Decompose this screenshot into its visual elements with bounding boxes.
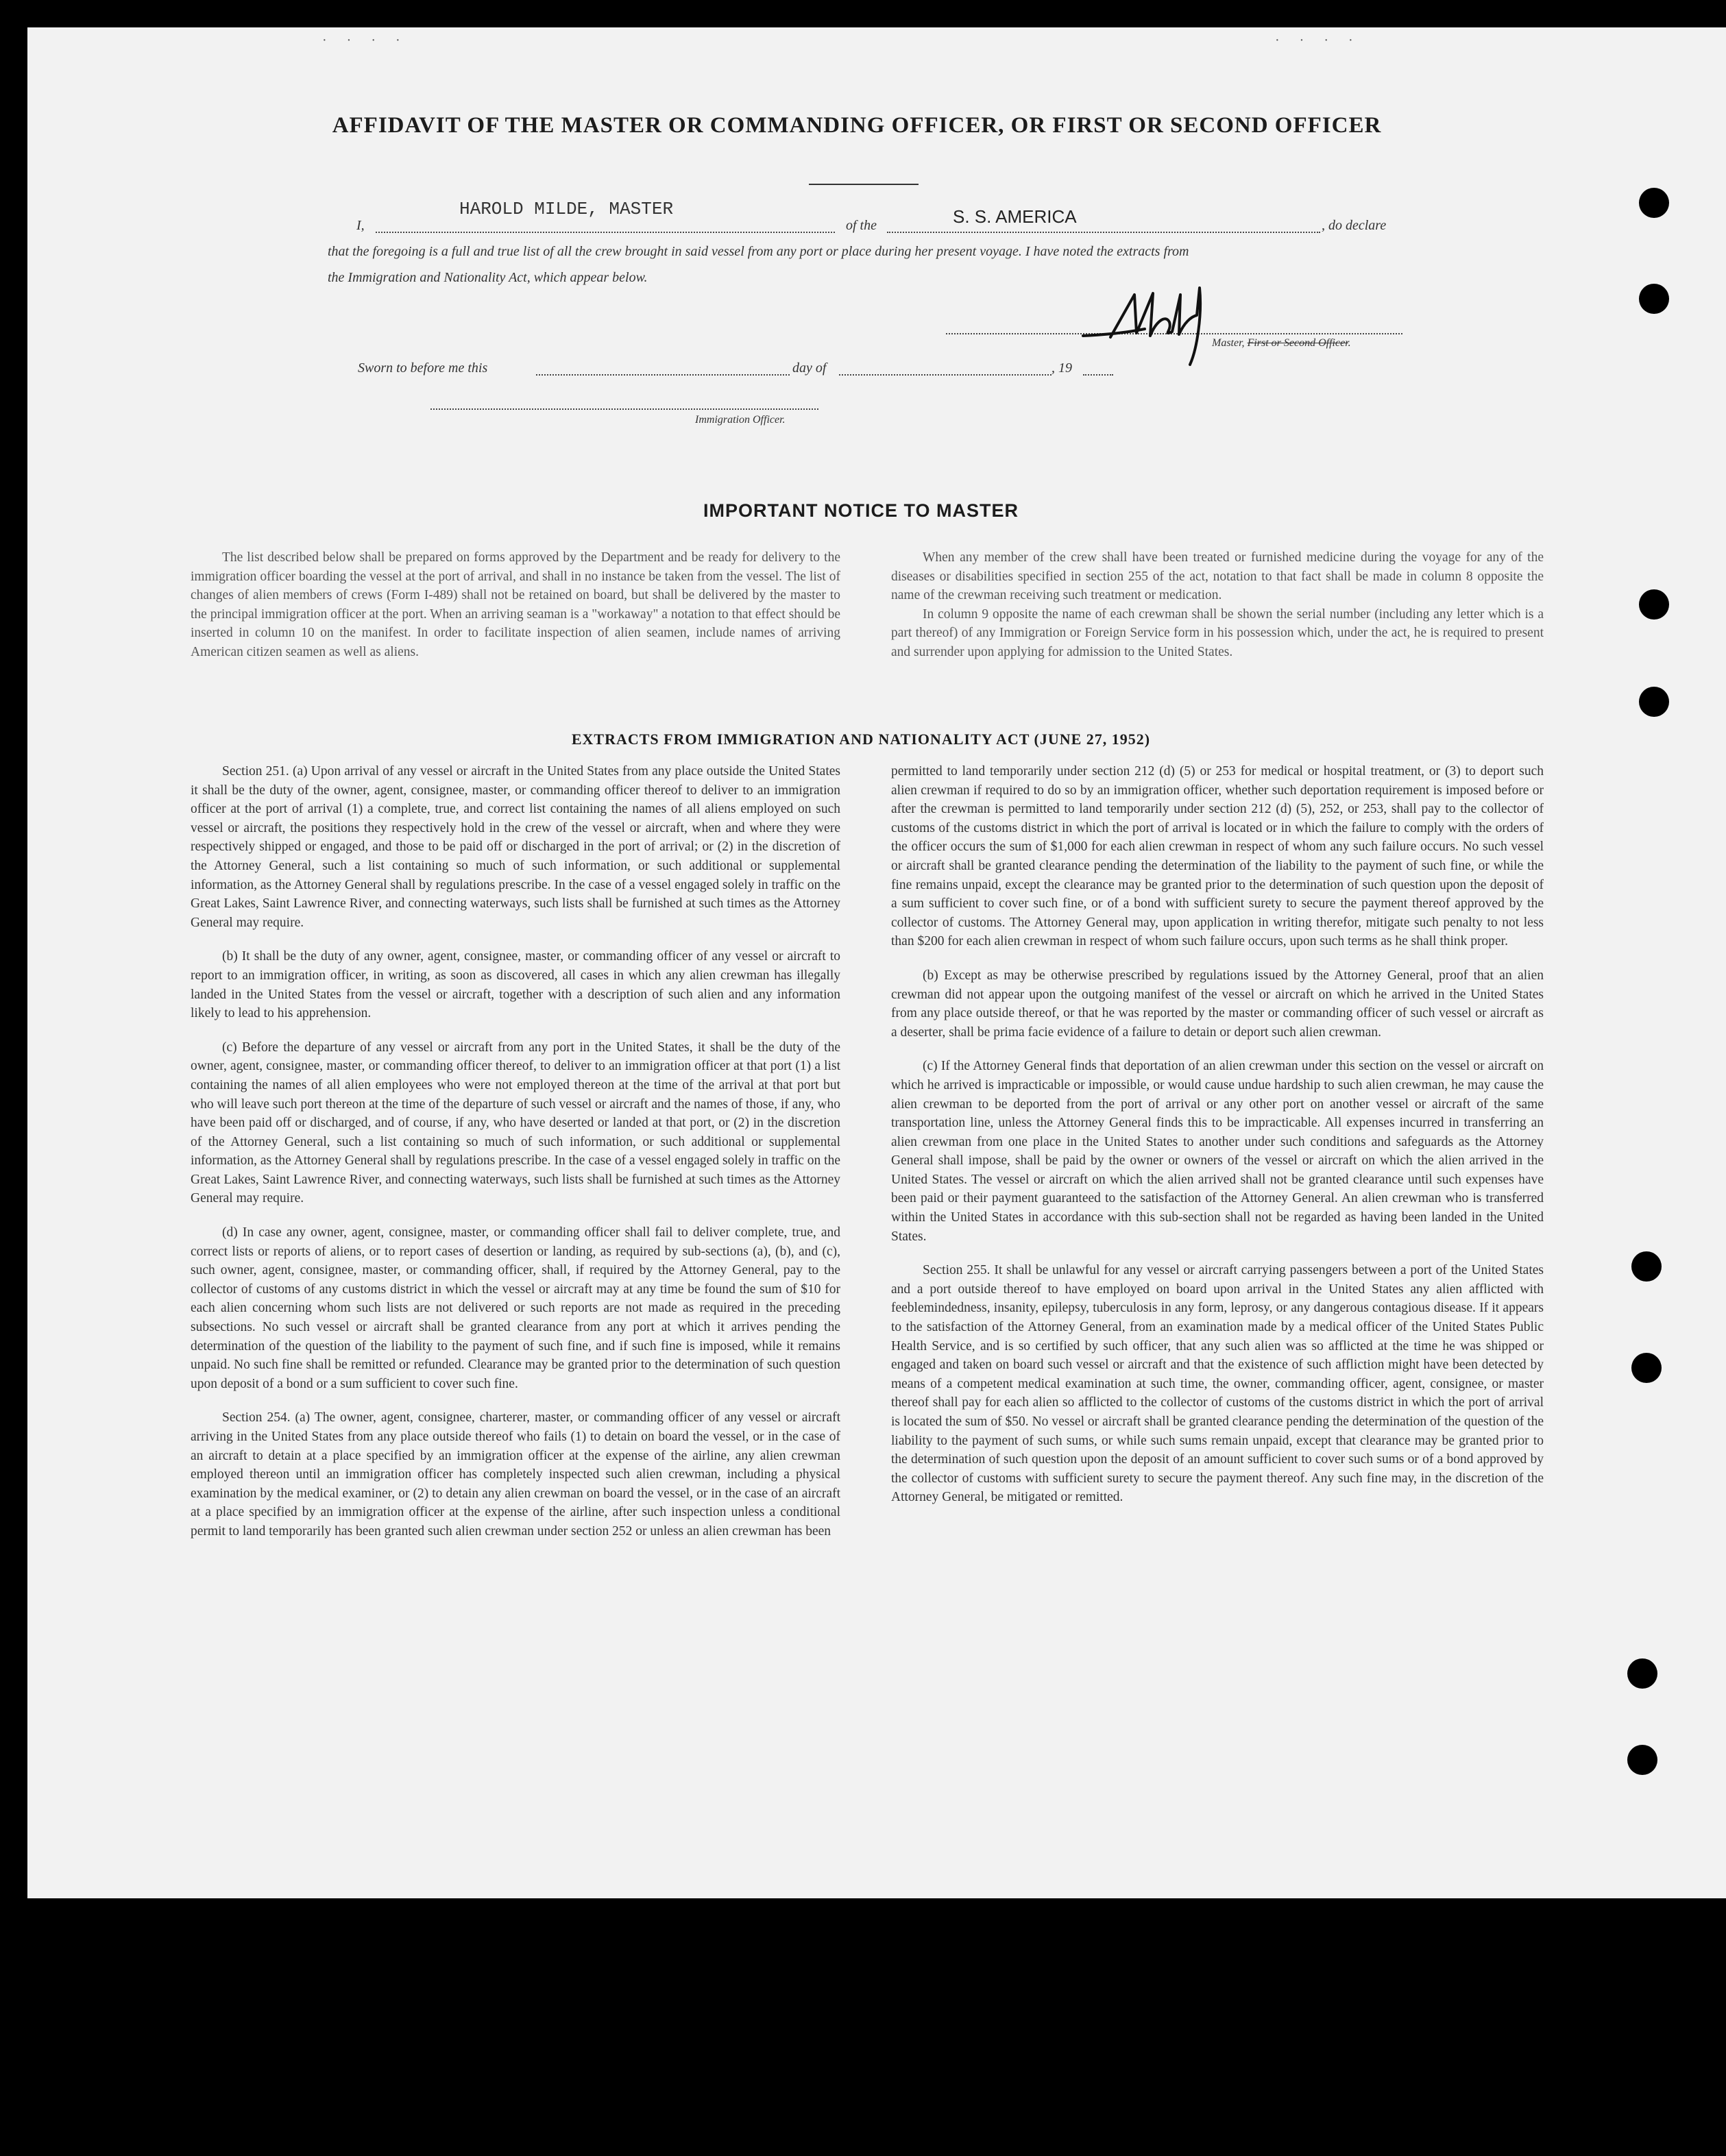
punch-hole	[1631, 1353, 1662, 1383]
signature-caption-struck: First or Second Officer	[1247, 337, 1348, 349]
title-rule	[809, 184, 919, 185]
signature-caption-prefix: Master,	[1212, 337, 1248, 349]
vessel-name: S. S. AMERICA	[953, 206, 1077, 227]
notice-left-text: The list described below shall be prepared on forms approved by the Department and be ready for delivery to the immigration officer boarding the vessel at the port of arrival, and shall in no instance be taken from the vessel. The list of changes of alien members of crews (Form I-489) shall not be retained on board, but shall be delivered by the master to the principal immigration officer at the port. When an arriving seaman is a "workaway" a notation to that effect should be inserted in column 10 on the manifest. In order to facilitate inspection of alien seamen, include names of arriving American citizen seamen as well as aliens.	[191, 550, 840, 659]
section-251a: Section 251. (a) Upon arrival of any vessel or aircraft in the United States from any place outside the United States it shall be the duty of the owner, agent, consignee, master, or commanding officer thereof to deliver to an immigration officer at the port of arrival (1) a complete, true, and correct list containing the names of all aliens employed on such vessel or aircraft, the positions they respectively hold in the crew of the vessel or aircraft, when and where they were respectively shipped or engaged, and those to be paid off or discharged in the port of arrival; or (2) in the discretion of the Attorney General, such a list containing so much of such information, or such additional or supplemental information, as the Attorney General shall by regulations prescribe. In the case of a vessel engaged solely in traffic on the Great Lakes, Saint Lawrence River, and connecting waterways, such lists shall be furnished at such times as the Attorney General may require.	[191, 764, 840, 930]
section-254c: (c) If the Attorney General finds that deportation of an alien crewman under this section on the vessel or aircraft on which he arrived is impracticable or impossible, or would cause undue hardship to such alien crewman, he may cause the alien crewman to be deported from the port of arrival or any other port on another vessel or aircraft of the same transportation line, unless the Attorney General finds this to be impracticable. All expenses incurred in transferring an alien crewman from one place in the United States to another under such conditions and safeguards as the Attorney General shall impose, shall be paid by the owner or owners of the vessel or aircraft on which the alien arrived in the United States. The vessel or aircraft on which the alien arrived shall not be granted clearance until such expenses have been paid or their payment guaranteed to the satisfaction of the Attorney General. An alien crewman who is transferred within the United States in accordance with this sub-section shall not be regarded as having been landed in the United States.	[891, 1059, 1544, 1244]
officer-line	[430, 408, 818, 410]
notice-right-paragraph-2: In column 9 opposite the name of each crewman shall be shown the serial number (including any letter which is a part thereof) of any Immigration or Foreign Service form in his possession which, under the act, he is required to present and surrender upon applying for admission to the United States.	[891, 607, 1544, 659]
corner-marks-right: · · · ·	[1275, 33, 1361, 48]
signature-caption-suffix: .	[1348, 337, 1351, 349]
punch-hole	[1639, 687, 1669, 717]
punch-hole	[1639, 284, 1669, 314]
section-251d: (d) In case any owner, agent, consignee, master, or commanding officer shall fail to deliver complete, true, and correct lists or reports of aliens, or to report cases of desertion or landing, as required by sub-sections (a), (b), and (c), such owner, agent, consignee, master, or commanding officer, shall, if required by the Attorney General, pay to the collector of customs of any customs district in which the vessel or aircraft may at any time be found the sum of $10 for each alien concerning whom such lists are not delivered or such reports are not made as required in the preceding subsections. No such vessel or aircraft shall be granted clearance from any port at which it arrives pending the determination of the question of the liability to the payment of such fine, and if such fine is imposed, while it remains unpaid. No such fine shall be remitted or refunded. Clearance may be granted prior to the determination of such question upon deposit of a bond or a sum sufficient to cover such fine.	[191, 1225, 840, 1391]
punch-hole	[1627, 1658, 1657, 1689]
section-254b: (b) Except as may be otherwise prescribed by regulations issued by the Attorney General, proof that an alien crewman did not appear upon the outgoing manifest of the vessel or aircraft on which he arrived in the United States from any place outside thereof, or that he was reported by the master or commanding officer of such vessel or aircraft as a deserter, shall be prima facie evidence of a failure to detain or deport such alien crewman.	[891, 968, 1544, 1040]
punch-hole	[1639, 589, 1669, 620]
section-251b: (b) It shall be the duty of any owner, agent, consignee, master, or commanding officer of any vessel or aircraft to report to an immigration officer, in writing, as soon as discovered, all cases in which any alien crewman has illegally landed in the United States from the vessel or aircraft, together with a description of such alien and any information likely to lead to his apprehension.	[191, 949, 840, 1021]
do-declare-label: , do declare	[1322, 218, 1387, 233]
notice-title: IMPORTANT NOTICE TO MASTER	[703, 500, 1019, 521]
notice-left-column	[191, 548, 840, 677]
notice-right-column	[891, 548, 1544, 677]
declaration-line-2: the Immigration and Nationality Act, which appear below.	[328, 270, 648, 285]
punch-hole	[1631, 1251, 1662, 1282]
affidavit-title: AFFIDAVIT OF THE MASTER OR COMMANDING OFFICER, OR FIRST OR SECOND OFFICER	[332, 113, 1382, 138]
year-label: , 19	[1052, 360, 1072, 376]
extracts-title: EXTRACTS FROM IMMIGRATION AND NATIONALITY ACT (JUNE 27, 1952)	[571, 731, 1151, 748]
section-255: Section 255. It shall be unlawful for any vessel or aircraft carrying passengers between a port of the United States and a port outside thereof to have employed on board upon arrival in the United States any alien afflicted with feeblemindedness, insanity, epilepsy, tuberculosis in any form, leprosy, or any dangerous contagious disease. If it appears to the satisfaction of the Attorney General, from an examination made by a medical officer of the United States Public Health Service, and is so certified by such officer, that any such alien was so afflicted at the time he was shipped or engaged and taken on board such vessel or aircraft and that the existence of such affliction might have been detected by means of a competent medical examination at such time, the owner, commanding officer, agent, consignee, or master thereof shall pay for each alien so afflicted to the collector of customs of the customs district in which the port of arrival is located the sum of $50. No vessel or aircraft shall be granted clearance pending the determination of the question of the liability to the payment of such sums, or while such sums remain unpaid, except that clearance may be granted prior to the determination of such question upon the deposit of an amount sufficient to cover such sums or of a bond approved by the collector of customs with sufficient surety to secure the payment thereof. Any such fine may, in the discretion of the Attorney General, be mitigated or remitted.	[891, 1263, 1544, 1505]
i-label: I,	[356, 218, 365, 233]
section-251c: (c) Before the departure of any vessel or aircraft from any port in the United States, it shall be the duty of the owner, agent, consignee, master, or commanding officer thereof, to deliver to an immigration officer at that port (1) a list containing the names of all alien employees who were not employed thereon at the time of the arrival at that port but who will leave such port thereon at the time of the departure of such vessel or aircraft and the names of those, if any, who have been paid off or discharged, and of course, if any, who have deserted or landed at that port, or (2) in the discretion of the Attorney General, such a list containing so much of such information, or such additional or supplemental information, as the Attorney General shall by regulations prescribe. In the case of a vessel engaged solely in traffic on the Great Lakes, Saint Lawrence River, and connecting waterways, such lists shall be furnished at such times as the Attorney General may require.	[191, 1040, 840, 1206]
of-the-label: of the	[846, 218, 877, 233]
sworn-day-line	[536, 374, 790, 376]
master-signature	[1069, 274, 1227, 370]
sworn-label: Sworn to before me this	[358, 360, 488, 376]
notice-right-paragraph-1: When any member of the crew shall have been treated or furnished medicine during the voyage for any of the diseases or disabilities specified in section 255 of the act, notation to that fact shall be made in column 8 opposite the name of the crewman receiving such treatment or medication.	[891, 550, 1544, 603]
section-254a: Section 254. (a) The owner, agent, consignee, charterer, master, or commanding officer of any vessel or aircraft arriving in the United States from any place outside thereof who fails (1) to detain on board the vessel, or in the case of an aircraft to detain at a place specified by an immigration officer at the expense of the airline, any alien crewman employed thereon until an immigration officer has completely inspected such alien crewman, including a physical examination by the medical examiner, or (2) to detain any alien crewman on board the vessel, or in the case of an aircraft at a place specified by an immigration officer at the expense of the airline, after such inspection unless a conditional permit to land temporarily has been granted such alien crewman under section 252 or unless an alien crewman has been	[191, 1410, 840, 1539]
officer-caption: Immigration Officer.	[695, 414, 786, 426]
extracts-left-column	[191, 762, 840, 1556]
vessel-line	[887, 232, 1320, 233]
sworn-month-line	[839, 374, 1052, 376]
declaration-line-1: that the foregoing is a full and true list of all the crew brought in said vessel from any port or place during her present voyage. I have noted the extracts from	[328, 244, 1189, 259]
punch-hole	[1627, 1745, 1657, 1775]
day-of-label: day of	[792, 360, 827, 376]
year-line	[1083, 374, 1113, 376]
master-name: HAROLD MILDE, MASTER	[459, 199, 674, 219]
section-254a-continued: permitted to land temporarily under section 212 (d) (5) or 253 for medical or hospital treatment, or (3) to deport such alien crewman if required to do so by an immigration officer, whether such deportation requirement is imposed before or after the crewman is permitted to land temporarily under section 212 (d) (5), 252, or 253, shall pay to the collector of customs of the customs district in which the port of arrival is located or in which the failure to comply with the orders of the officer occurs the sum of $1,000 for each alien crewman in respect of whom any such failure occurs. No such vessel or aircraft shall be granted clearance pending the determination of the liability to the payment of such fine, or while the fine remains unpaid, except the clearance may be granted prior to the determination of such question upon the deposit of a sum sufficient to cover such fine, or of a bond with sufficient surety to secure the payment thereof approved by the collector of customs. The Attorney General may, upon application in writing therefor, mitigate such penalty to not less than $200 for each alien crewman in respect of whom such failure occurs, upon such terms as he shall think proper.	[891, 764, 1544, 949]
extracts-right-column	[891, 762, 1544, 1522]
name-line	[376, 232, 835, 233]
signature-caption	[1212, 337, 1351, 350]
punch-hole	[1639, 188, 1669, 218]
corner-marks-left: · · · ·	[322, 33, 409, 48]
